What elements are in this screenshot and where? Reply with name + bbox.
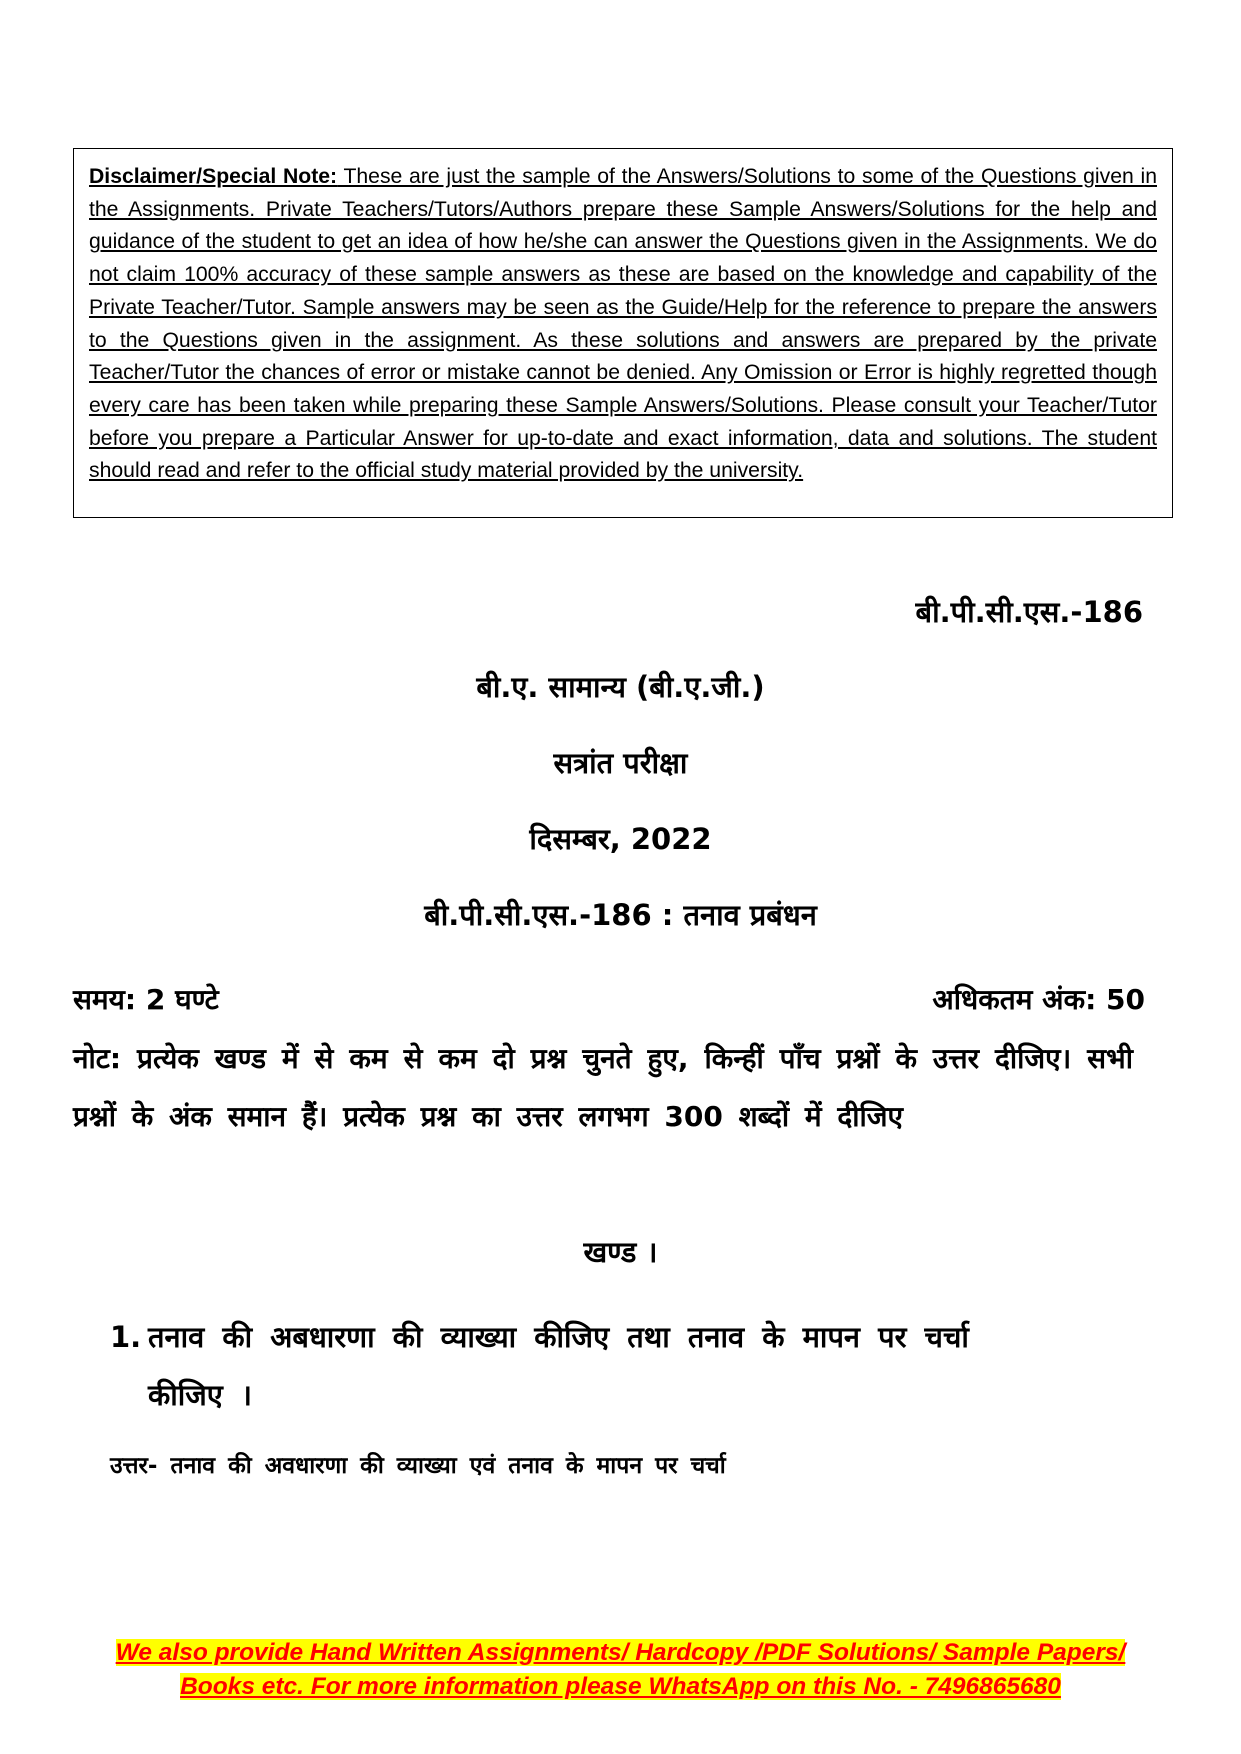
exam-title: सत्रांत परीक्षा xyxy=(553,746,688,780)
promo-line-1: We also provide Hand Written Assignments/ Hardcopy /PDF Solutions/ Sample Papers/ xyxy=(115,1639,1126,1666)
instructions-note: नोट: प्रत्येक खण्ड में से कम से कम दो प्रश्न चुनते हुए, किन्हीं पाँच प्रश्नों के उत्तर दीजिए। सभी प्रश्नों के अंक समान हैं। प्रत्येक प्रश्न का उत्तर लगभग 300 शब्दों में दीजिए xyxy=(73,1042,1133,1133)
question-line-2: कीजिए । xyxy=(148,1378,252,1412)
promo-line-2: Books etc. For more information please WhatsApp on this No. - 7496865680 xyxy=(180,1673,1061,1700)
programme-title: बी.ए. सामान्य (बी.ए.जी.) xyxy=(476,670,765,704)
question-line-1: तनाव की अबधारणा की व्याख्या कीजिए तथा तनाव के मापन पर चर्चा xyxy=(148,1320,969,1354)
max-marks: अधिकतम अंक: 50 xyxy=(932,983,1145,1016)
time-allowed: समय: 2 घण्टे xyxy=(73,983,219,1016)
course-code: बी.पी.सी.एस.-186 xyxy=(915,595,1143,629)
disclaimer-lead: Disclaimer/Special Note: xyxy=(89,165,338,188)
answer-heading: उत्तर- तनाव की अवधारणा की व्याख्या एवं तनाव के मापन पर चर्चा xyxy=(110,1453,726,1479)
promo-footer xyxy=(0,1636,1241,1704)
disclaimer-box xyxy=(73,148,1173,518)
course-title: बी.पी.सी.एस.-186 : तनाव प्रबंधन xyxy=(424,898,817,932)
question-1 xyxy=(110,1308,1115,1424)
exam-date: दिसम्बर, 2022 xyxy=(529,822,712,856)
disclaimer-text: These are just the sample of the Answers/Solutions to some of the Questions given in the Assignments. Private Teachers/Tutors/Authors prepare these Sample Answers/Solutions for the help and guidance of the student to get an idea of how he/she can answer the Questions given in the Assignments. We do not claim 100% accuracy of these sample answers as these are based on the knowledge and capability of the Private Teacher/Tutor. Sample answers may be seen as the Guide/Help for the reference to prepare the answers to the Questions given in the assignment. As these solutions and answers are prepared by the private Teacher/Tutor the chances of error or mistake cannot be denied. Any Omission or Error is highly regretted though every care has been taken while preparing these Sample Answers/Solutions. Please consult your Teacher/Tutor before you prepare a Particular Answer for up-to-date and exact information, data and solutions. The student should read and refer to the official study material provided by the university. xyxy=(89,165,1157,483)
section-heading: खण्ड । xyxy=(583,1235,658,1269)
question-number: 1. xyxy=(110,1320,142,1354)
